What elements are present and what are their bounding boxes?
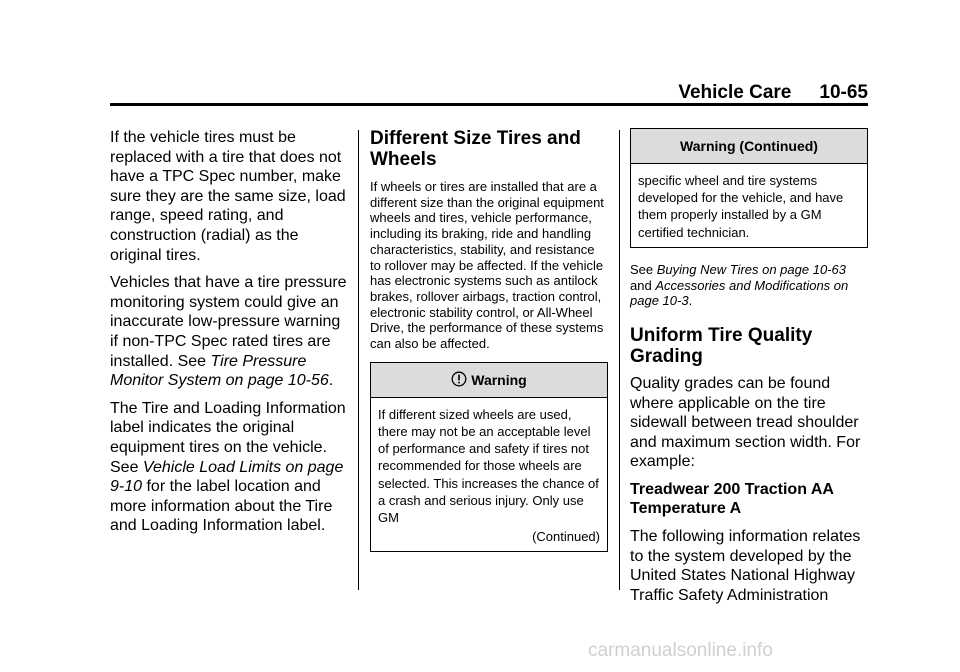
page-number: 10-65	[819, 82, 868, 103]
column-right	[630, 128, 868, 613]
section-title: Vehicle Care	[678, 82, 792, 103]
see-also: See Buying New Tires on page 10-63 and Accessories and Modifications on page 10-3.	[630, 261, 849, 309]
warning-continued-header: Warning (Continued)	[631, 129, 867, 164]
heading-uniform-tire-quality: Uniform Tire Quality Grading	[630, 324, 813, 367]
warning-body: If different sized wheels are used, there may not be an acceptable level of performance and safety if tires not recommended for those wheels are selected. This increases the chance of a crash and serious injury. Only use GM (Continued)	[378, 406, 600, 545]
ref-buying-new-tires[interactable]: Buying New Tires on page 10-63	[656, 261, 846, 277]
column-left	[110, 128, 350, 544]
continued-label: (Continued)	[532, 529, 600, 545]
warning-continued-box	[630, 128, 868, 248]
warning-header	[371, 363, 607, 398]
heading-different-size-tires: Different Size Tires and Wheels	[370, 128, 581, 170]
warning-box	[370, 362, 608, 553]
column-divider-left	[358, 130, 359, 590]
ref-accessories-modifications[interactable]: Accessories and Modifications on page 10-3	[630, 277, 849, 309]
warning-continued-body: specific wheel and tire systems developed for the vehicle, and have them properly installed by a GM certified technician.	[638, 173, 844, 240]
paragraph-tpc-spec: If the vehicle tires must be replaced with a tire that does not have a TPC Spec number, make sure they are the same size, load range, speed rating, and construction (radial) as the original tires.	[110, 129, 346, 264]
column-divider-right	[619, 130, 620, 590]
watermark: carmanualsonline.info	[588, 640, 773, 661]
header-rule	[110, 103, 868, 106]
column-middle	[370, 128, 608, 552]
warning-title: Warning	[471, 371, 527, 388]
ref-vehicle-load-limits[interactable]: Vehicle Load Limits on page 9-10	[110, 458, 344, 496]
warning-icon	[451, 371, 467, 387]
page-header	[110, 78, 868, 104]
ref-tire-pressure-monitor[interactable]: Tire Pressure Monitor System on page 10-56	[110, 352, 329, 390]
example-grades: Treadwear 200 Traction AA Temperature A	[630, 480, 834, 518]
paragraph-tpms: Vehicles that have a tire pressure monitoring system could give an inaccurate low-pressure warning if non-TPC Spec rated tires are installed. See Tire Pressure Monitor System on page 10-56.	[110, 274, 347, 390]
paragraph-loading-label: The Tire and Loading Information label indicates the original equipment tires on the vehicle. See Vehicle Load Limits on page 9-10 for the label location and more information about the Tire and Loading Information label.	[110, 399, 346, 535]
paragraph-quality-grades: Quality grades can be found where applicable on the tire sidewall between tread shoulder and maximum section width. For example:	[630, 374, 861, 471]
paragraph-nhtsa: The following information relates to the system developed by the United States National Highway Traffic Safety Administration	[630, 528, 861, 604]
paragraph-different-size: If wheels or tires are installed that are a different size than the original equipment wheels and tires, vehicle performance, including its braking, ride and handling characteristics, stability, and resistance to rollover may be affected. If the vehicle has electronic systems such as antilock brakes, rollover airbags, traction control, electronic stability control, or All-Wheel Drive, the performance of these systems can also be affected.	[370, 179, 604, 352]
